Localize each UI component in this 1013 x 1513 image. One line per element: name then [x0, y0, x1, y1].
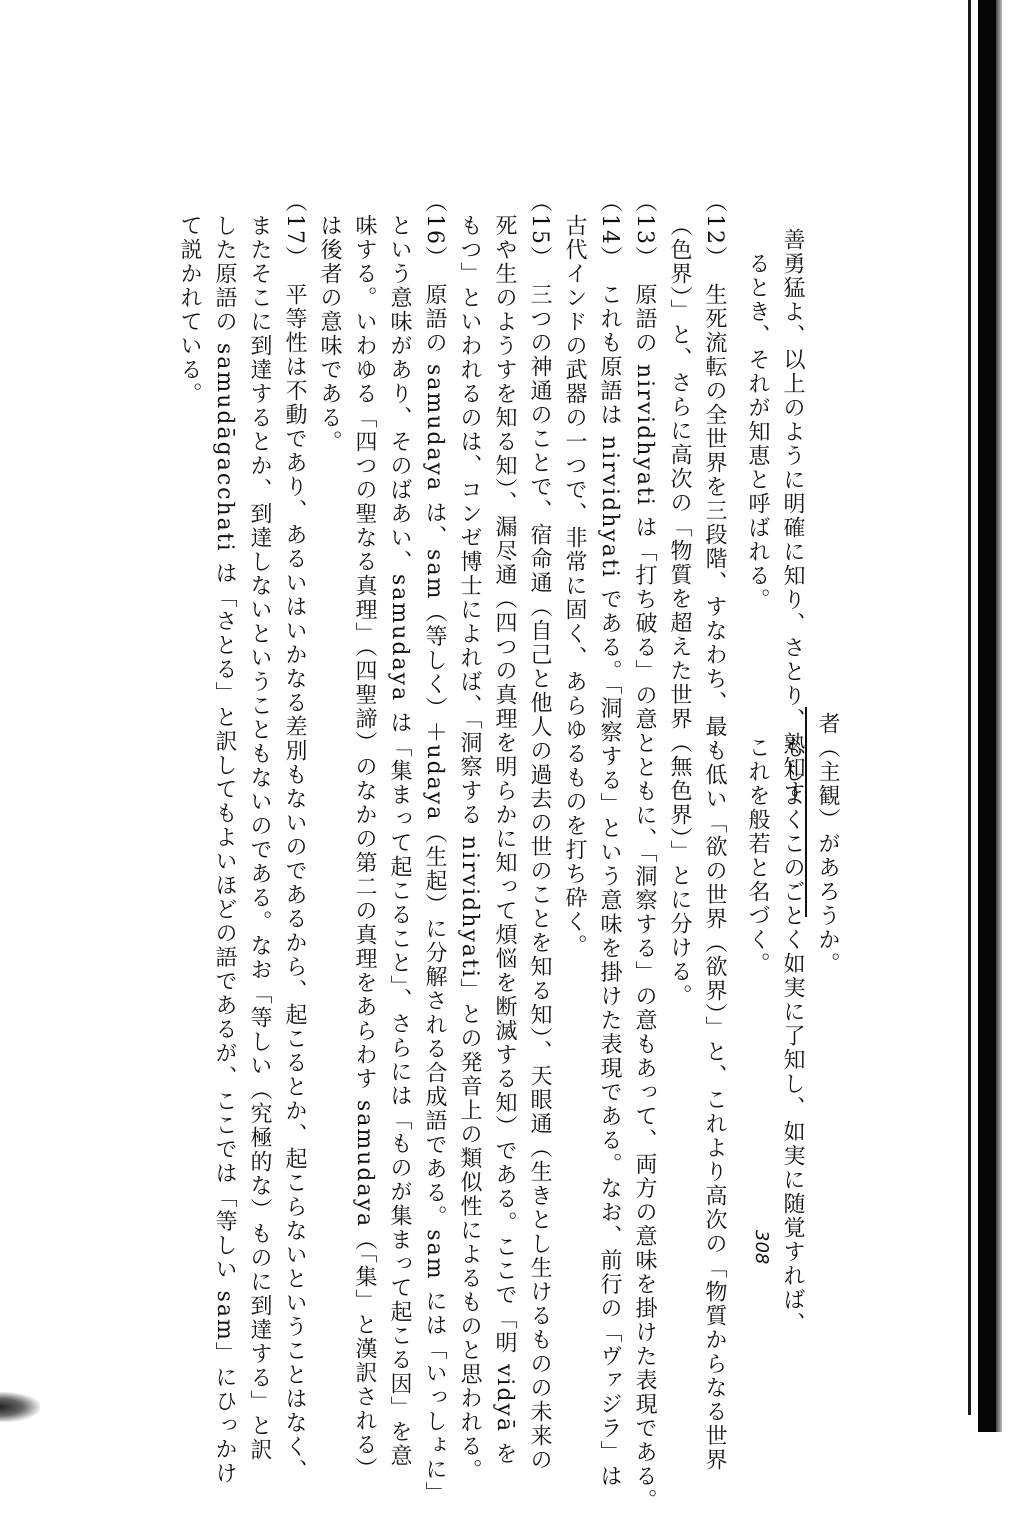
note-14-line-1: （14） これも原語は nirvidhyati である。「洞察する」という意味を掛けた表現である。なお、前行の「ヴァジラ」は: [597, 190, 622, 1489]
note-17-line-2: またそこに到達するとか、到達しないということもないのである。なお「等しい（究極的な）ものに到達する」と訳: [247, 214, 272, 1462]
note-17-line-1: （17） 平等性は不動であり、あるいはいかなる差別もないのであるから、起こるとか、起こらないということはなく、: [282, 190, 307, 1483]
note-12-line-2: （色界）」と、さらに高次の「物質を超えた世界（無色界）」とに分ける。: [667, 214, 692, 1008]
text-column-5: るとき、それが知恵と呼ばれる。: [745, 252, 770, 612]
note-16-line-4: は後者の意味である。: [317, 214, 342, 454]
note-16-line-1: （16） 原語の samudaya は、sam（等しく）＋udaya（生起）に分解される合成語である。sam には「いっしょに」: [422, 190, 447, 1506]
note-16-line-3: 味する。いわゆる「四つの聖なる真理」（四聖諦）のなかの第二の真理をあらわす samudaya（「集」と漢訳される）: [352, 214, 377, 1482]
text-column-3: これを般若と名づく。: [745, 736, 770, 976]
text-column-1: 者（主観）があろうか。: [815, 712, 840, 976]
note-16-line-2: という意味があり、そのばあい、samudaya は「集まって起こること」、さらには「ものが集まって起こる因」を意: [387, 214, 412, 1469]
note-17-line-4: て説かれている。: [177, 214, 202, 406]
note-14-line-2: 古代インドの武器の一つで、非常に固く、あらゆるものを打ち砕く。: [562, 214, 587, 958]
note-17-line-3: した原語の samudāgacchati は「さとる」と訳してもよいほどの語であるが、ここでは「等しい sam」にひっかけ: [212, 214, 237, 1486]
binding-edge-shadow: [978, 0, 996, 1432]
page-number: 308: [751, 1230, 772, 1265]
note-12-line-1: （12） 生死流転の全世界を三段階、すなわち、最も低い「欲の世界（欲界）」と、これより高次の「物質からなる世界: [702, 190, 727, 1472]
scan-smudge: [0, 1392, 40, 1422]
text-column-2: もしよくこのごとく如実に了知し、如実に随覚すれば、: [780, 736, 805, 1336]
binding-edge-gradient: [996, 0, 1002, 1432]
binding-edge-line: [968, 0, 971, 1415]
text-column-4: 善勇猛よ、以上のように明確に知り、さとり、熟知す: [780, 228, 805, 804]
note-13-line-1: （13） 原語の nirvidhyati は「打ち破る」の意とともに、「洞察する」の意もあって、両方の意味を掛けた表現である。: [632, 190, 657, 1513]
note-15-line-3: もつ」といわれるのは、コンゼ博士によれば、「洞察する nirvidhyati」との発音上の類似性によるものと思われる。: [457, 214, 482, 1483]
note-15-line-1: （15） 三つの神通のことで、宿命通（自己と他人の過去の世のことを知る知）、天眼通（生きとし生けるものの未来の: [527, 190, 552, 1472]
note-15-line-2: 死や生のようすを知る知）、漏尽通（四つの真理を明らかに知って煩悩を断滅する知）である。ここで「明 vidyā を: [492, 214, 517, 1467]
